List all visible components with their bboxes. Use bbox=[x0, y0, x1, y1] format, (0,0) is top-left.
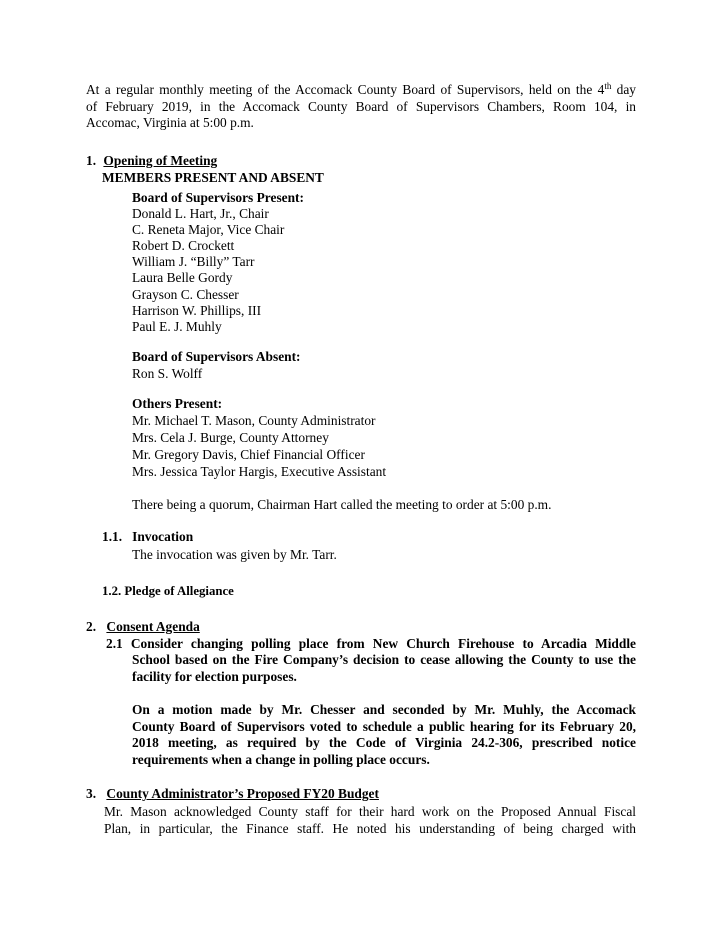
absent-heading: Board of Supervisors Absent: bbox=[132, 349, 301, 364]
intro-paragraph bbox=[86, 82, 636, 132]
consent-item-2-1-continued bbox=[132, 652, 636, 685]
member-name: Harrison W. Phillips, III bbox=[132, 303, 262, 318]
member-name: Donald L. Hart, Jr., Chair bbox=[132, 206, 269, 221]
body-line: Plan, in particular, the Finance staff. He noted his understanding of being charged with bbox=[104, 820, 636, 836]
section-3-heading: 3. County Administrator’s Proposed FY20 Budget bbox=[86, 786, 379, 801]
section-2-heading: 2. Consent Agenda bbox=[86, 619, 200, 634]
staff-name: Mrs. Cela J. Burge, County Attorney bbox=[132, 430, 329, 445]
staff-name: Mr. Gregory Davis, Chief Financial Officer bbox=[132, 447, 365, 462]
motion-line: requirements when a change in polling place occurs. bbox=[132, 751, 430, 767]
motion-line: On a motion made by Mr. Chesser and seconded by Mr. Muhly, the Accomack bbox=[132, 702, 636, 717]
staff-name: Mrs. Jessica Taylor Hargis, Executive Assistant bbox=[132, 464, 387, 479]
invocation-heading: 1.1. Invocation bbox=[102, 529, 194, 544]
others-heading: Others Present: bbox=[132, 396, 223, 411]
member-name: William J. “Billy” Tarr bbox=[132, 254, 255, 269]
motion-paragraph bbox=[132, 702, 636, 768]
section-1-heading: 1. Opening of Meeting bbox=[86, 153, 218, 168]
member-name: Paul E. J. Muhly bbox=[132, 319, 222, 334]
ordinal-suffix: th bbox=[604, 81, 612, 91]
section-1-title: Opening of Meeting bbox=[103, 153, 218, 168]
consent-item-2-1 bbox=[106, 636, 636, 653]
member-name: C. Reneta Major, Vice Chair bbox=[132, 222, 285, 237]
body-line: Mr. Mason acknowledged County staff for their hard work on the Proposed Annual Fiscal bbox=[104, 804, 636, 819]
intro-line: Accomac, Virginia at 5:00 p.m. bbox=[86, 115, 254, 130]
intro-line: At a regular monthly meeting of the Accomack County Board of Supervisors, held on the 4th day bbox=[86, 81, 637, 97]
absent-member-name: Ron S. Wolff bbox=[132, 366, 203, 381]
consent-item-line: 2.1 Consider changing polling place from New Church Firehouse to Arcadia Middle bbox=[106, 636, 636, 651]
quorum-statement: There being a quorum, Chairman Hart called the meeting to order at 5:00 p.m. bbox=[132, 497, 552, 512]
staff-name: Mr. Michael T. Mason, County Administrator bbox=[132, 413, 376, 428]
member-name: Robert D. Crockett bbox=[132, 238, 235, 253]
member-name: Grayson C. Chesser bbox=[132, 287, 239, 302]
members-heading: MEMBERS PRESENT AND ABSENT bbox=[102, 170, 324, 185]
section-3-body bbox=[104, 804, 636, 837]
intro-line: of February 2019, in the Accomack County Board of Supervisors Chambers, Room 104, in bbox=[86, 98, 636, 114]
present-heading: Board of Supervisors Present: bbox=[132, 190, 304, 205]
invocation-text: The invocation was given by Mr. Tarr. bbox=[132, 547, 337, 562]
motion-line: County Board of Supervisors voted to schedule a public hearing for its February 20, bbox=[132, 718, 636, 734]
motion-line: 2018 meeting, as required by the Code of Virginia 24.2-306, prescribed notice bbox=[132, 735, 636, 750]
section-2-title: Consent Agenda bbox=[106, 619, 200, 634]
consent-item-line: School based on the Fire Company’s decision to cease allowing the County to use the bbox=[132, 652, 636, 667]
section-3-title: County Administrator’s Proposed FY20 Budget bbox=[106, 786, 379, 801]
member-name: Laura Belle Gordy bbox=[132, 270, 233, 285]
pledge-heading: 1.2. Pledge of Allegiance bbox=[102, 584, 234, 598]
consent-item-line: facility for election purposes. bbox=[132, 668, 297, 684]
